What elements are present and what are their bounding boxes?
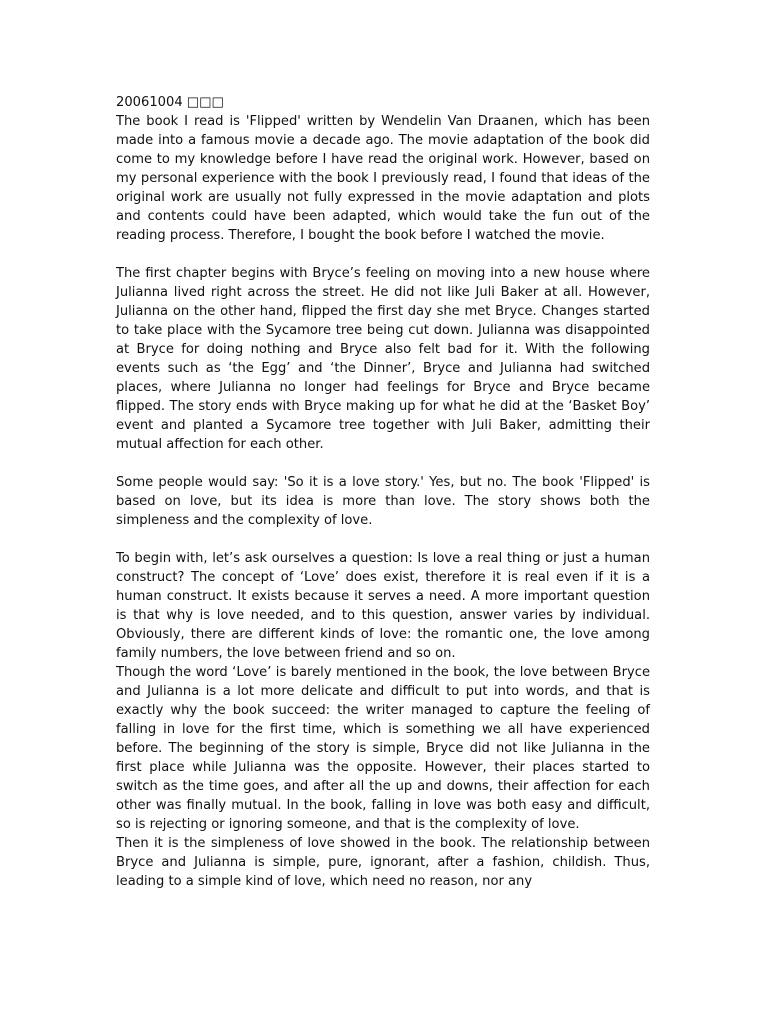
paragraph-intro: The book I read is 'Flipped' written by Wendelin Van Draanen, which has been made into a famous movie a decade ago. The movie adaptation of the book did come to my knowledge before I have read the original work. However, based on my personal experience with the book I previously read, I found that ideas of the original work are usually not fully expressed in the movie adaptation and plots and contents could have been adapted, which would take the fun out of the reading process. Therefore, I bought the book before I watched the movie.: [116, 114, 650, 243]
document-page: [116, 93, 650, 891]
paragraph-question: To begin with, let’s ask ourselves a question: Is love a real thing or just a human construct? The concept of ‘Love’ does exist, therefore it is real even if it is a human construct. It exists because it serves a need. A more important question is that why is love needed, and to this question, answer varies by individual. Obviously, there are different kinds of love: the romantic one, the love among family numbers, the love between friend and so on.: [116, 551, 650, 661]
paragraph-summary: The first chapter begins with Bryce’s feeling on moving into a new house where Julianna lived right across the street. He did not like Juli Baker at all. However, Julianna on the other hand, flipped the first day she met Bryce. Changes started to take place with the Sycamore tree being cut down. Julianna was disappointed at Bryce for doing nothing and Bryce also felt bad for it. With the following events such as ‘the Egg’ and ‘the Dinner’, Bryce and Julianna had switched places, where Julianna no longer had feelings for Bryce and Bryce became flipped. The story ends with Bryce making up for what he did at the ‘Basket Boy’ event and planted a Sycamore tree together with Juli Baker, admitting their mutual affection for each other.: [116, 266, 650, 452]
paragraph-complexity: Though the word ‘Love’ is barely mentioned in the book, the love between Bryce and Julianna is a lot more delicate and difficult to put into words, and that is exactly why the book succeed: the writer managed to capture the feeling of falling in love for the first time, which is something we all have experienced before. The beginning of the story is simple, Bryce did not like Julianna in the first place while Julianna was the opposite. However, their places started to switch as the time goes, and after all the up and downs, their affection for each other was finally mutual. In the book, falling in love was both easy and difficult, so is rejecting or ignoring someone, and that is the complexity of love.: [116, 665, 650, 832]
paragraph-love-story: Some people would say: 'So it is a love story.' Yes, but no. The book 'Flipped' is based on love, but its idea is more than love. The story shows both the simpleness and the complexity of love.: [116, 475, 650, 528]
paragraph-simpleness: Then it is the simpleness of love showed in the book. The relationship between Bryce and Julianna is simple, pure, ignorant, after a fashion, childish. Thus, leading to a simple kind of love, which need no reason, nor any: [116, 836, 650, 889]
document-header: 20061004 □□□: [116, 95, 224, 110]
